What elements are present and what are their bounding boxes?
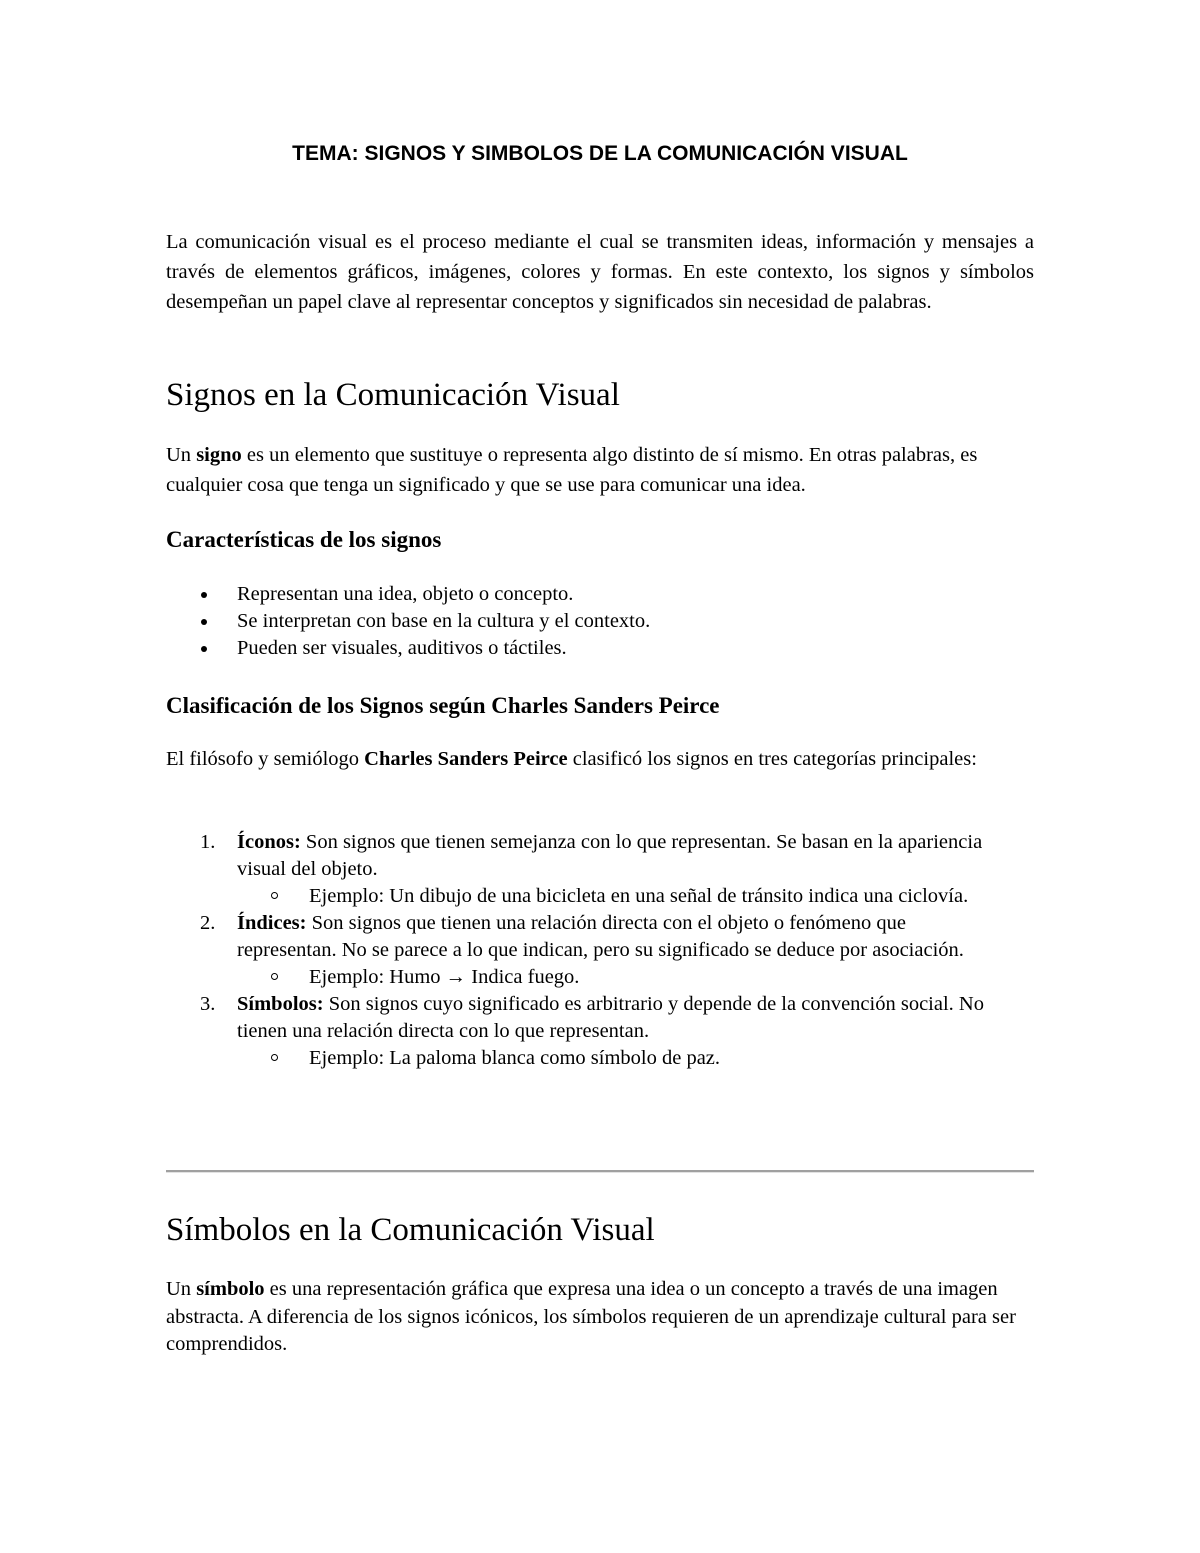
category-description: Son signos que tienen semejanza con lo que representan. Se basan en la apariencia visual del objeto. xyxy=(237,831,983,880)
category-number: 3. xyxy=(200,993,216,1015)
bullet-icon xyxy=(201,592,207,598)
category-example xyxy=(237,883,989,910)
simbolo-def-rest: es una representación gráfica que expresa una idea o un concepto a través de una imagen abstracta. A diferencia de los signos icónicos, los símbolos requieren de un aprendizaje cultural para ser comprendidos. xyxy=(166,1278,1016,1355)
signo-def-term: signo xyxy=(196,444,242,466)
list-item-text: Pueden ser visuales, auditivos o táctiles. xyxy=(237,637,567,659)
circle-bullet-icon xyxy=(271,892,278,899)
document-title: TEMA: SIGNOS Y SIMBOLOS DE LA COMUNICACIÓN VISUAL xyxy=(292,142,908,165)
category-example xyxy=(237,1045,989,1072)
category-example-text: Ejemplo: Un dibujo de una bicicleta en una señal de tránsito indica una ciclovía. xyxy=(309,885,969,907)
classification-intro-rest: clasificó los signos en tres categorías principales: xyxy=(567,748,977,770)
simbolo-definition xyxy=(166,1276,1034,1359)
category-item-iconos xyxy=(166,829,1034,910)
category-item-indices xyxy=(166,910,1034,991)
category-description: Son signos que tienen una relación directa con el objeto o fenómeno que representan. No se parece a lo que indican, pero su significado se deduce por asociación. xyxy=(237,912,964,961)
signo-def-rest: es un elemento que sustituye o representa algo distinto de sí mismo. En otras palabras, es cualquier cosa que tenga un significado y que se use para comunicar una idea. xyxy=(166,444,978,496)
category-example xyxy=(237,964,989,991)
category-example-text: Ejemplo: La paloma blanca como símbolo de paz. xyxy=(309,1047,721,1069)
section-heading-signos: Signos en la Comunicación Visual xyxy=(166,377,620,413)
classification-intro xyxy=(166,746,1006,773)
category-name: Índices: xyxy=(237,912,307,934)
category-text xyxy=(237,829,1007,883)
circle-bullet-icon xyxy=(271,1054,278,1061)
category-description: Son signos cuyo significado es arbitrario y depende de la convención social. No tienen una relación directa con lo que representan. xyxy=(237,993,984,1042)
category-name: Símbolos: xyxy=(237,993,324,1015)
section-heading-simbolos: Símbolos en la Comunicación Visual xyxy=(166,1212,655,1248)
category-example-text: Ejemplo: Humo → Indica fuego. xyxy=(309,966,580,988)
list-item-text: Se interpretan con base en la cultura y el contexto. xyxy=(237,610,651,632)
signo-definition xyxy=(166,440,1034,500)
signo-def-prefix: Un xyxy=(166,444,197,466)
classification-intro-name: Charles Sanders Peirce xyxy=(364,748,568,770)
bullet-icon xyxy=(201,646,207,652)
list-item xyxy=(166,635,650,662)
classification-heading: Clasificación de los Signos según Charles Sanders Peirce xyxy=(166,693,720,718)
list-item-text: Representan una idea, objeto o concepto. xyxy=(237,583,574,605)
circle-bullet-icon xyxy=(271,973,278,980)
category-number: 2. xyxy=(200,912,216,934)
category-item-simbolos xyxy=(166,991,1034,1072)
classification-intro-prefix: El filósofo y semiólogo xyxy=(166,748,365,770)
categories-list xyxy=(166,829,1034,1072)
characteristics-list xyxy=(166,581,650,662)
horizontal-divider xyxy=(166,1170,1034,1173)
category-number: 1. xyxy=(200,831,216,853)
category-text xyxy=(237,910,1007,964)
category-name: Íconos: xyxy=(237,831,301,853)
category-text xyxy=(237,991,1007,1045)
list-item xyxy=(166,581,650,608)
list-item xyxy=(166,608,650,635)
simbolo-def-term: símbolo xyxy=(196,1278,265,1300)
simbolo-def-prefix: Un xyxy=(166,1278,197,1300)
characteristics-heading: Características de los signos xyxy=(166,527,442,552)
bullet-icon xyxy=(201,619,207,625)
intro-paragraph: La comunicación visual es el proceso mediante el cual se transmiten ideas, información y mensajes a través de elementos gráficos, imágenes, colores y formas. En este contexto, los signos y símbolos desempeñan un papel clave al representar conceptos y significados sin necesidad de palabras. xyxy=(166,231,1034,313)
